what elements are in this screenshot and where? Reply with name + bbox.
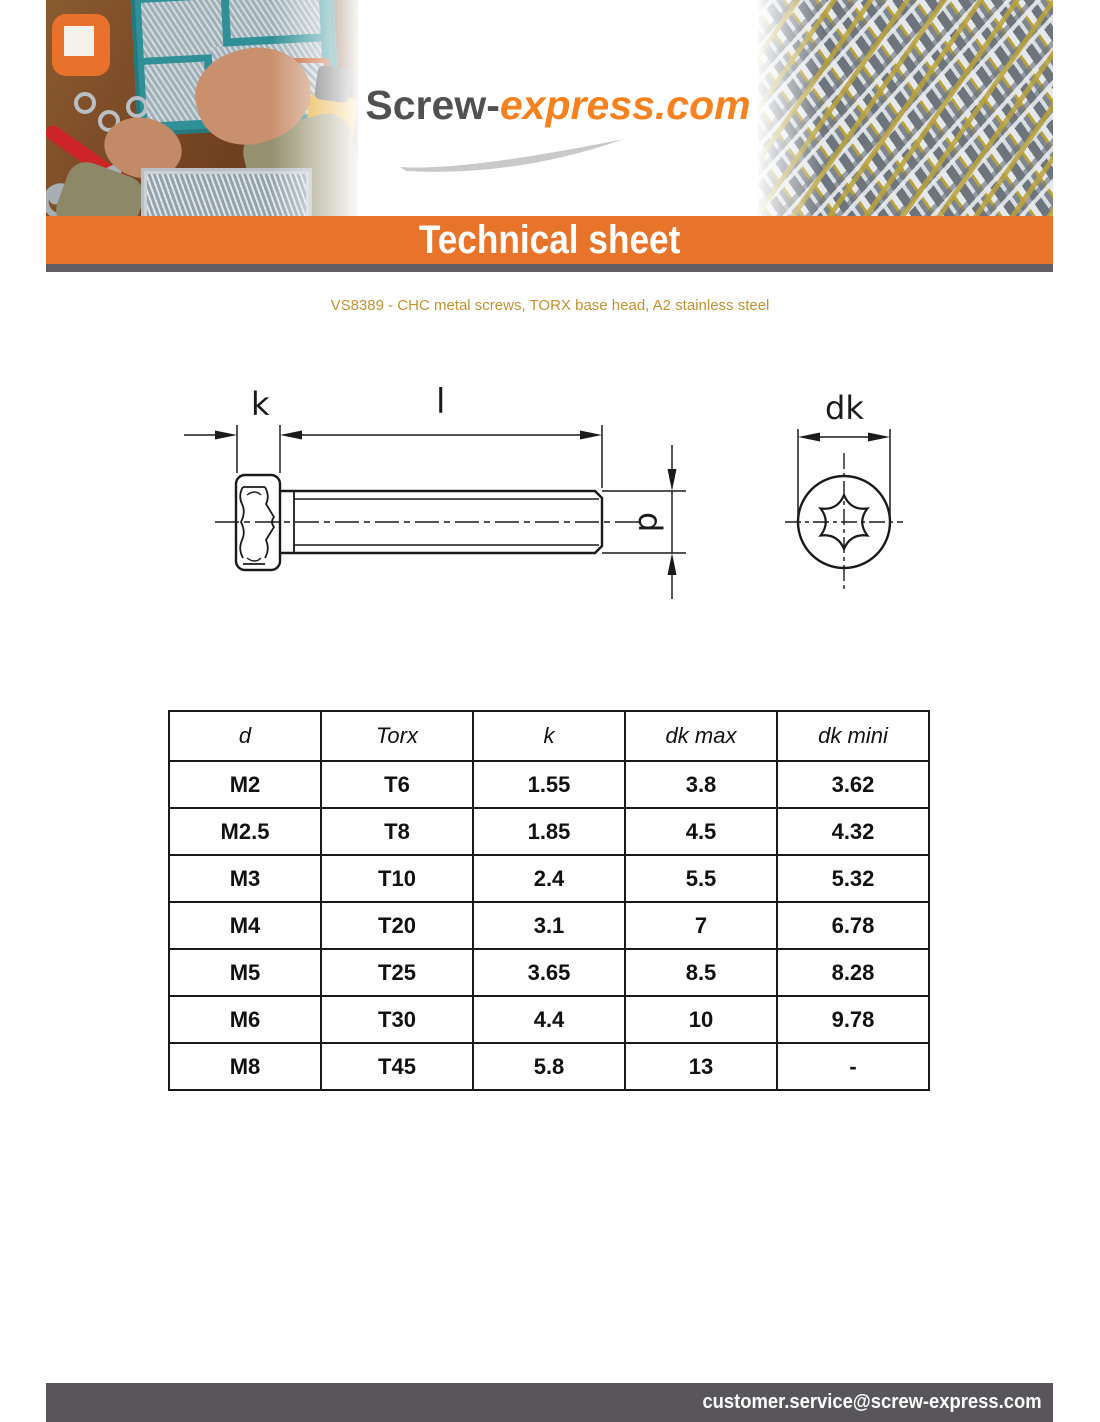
table-row <box>169 949 929 996</box>
table-cell: M4 <box>169 902 321 949</box>
table-cell: 3.65 <box>473 949 625 996</box>
logo-swoosh <box>396 133 636 173</box>
footer-email-link[interactable]: customer.service@screw-express.com <box>702 1391 1042 1413</box>
column-header: dk mini <box>777 711 929 761</box>
table-cell: 8.28 <box>777 949 929 996</box>
table-cell: 9.78 <box>777 996 929 1043</box>
spec-table <box>168 710 930 1091</box>
table-cell: M2 <box>169 761 321 808</box>
dim-label-l: l <box>436 383 446 422</box>
table-cell: 6.78 <box>777 902 929 949</box>
brand-logo <box>358 0 758 217</box>
table-cell: 1.85 <box>473 808 625 855</box>
table-cell: 4.5 <box>625 808 777 855</box>
table-cell: 4.4 <box>473 996 625 1043</box>
header-photo-screws <box>758 0 1053 217</box>
table-cell: T20 <box>321 902 473 949</box>
table-row <box>169 855 929 902</box>
table-cell: M8 <box>169 1043 321 1090</box>
table-cell: 3.1 <box>473 902 625 949</box>
table-cell: 7 <box>625 902 777 949</box>
divider-strip <box>46 264 1053 272</box>
table-cell: T30 <box>321 996 473 1043</box>
table-cell: T45 <box>321 1043 473 1090</box>
table-cell: 13 <box>625 1043 777 1090</box>
column-header: d <box>169 711 321 761</box>
table-cell: T25 <box>321 949 473 996</box>
title-banner <box>46 216 1053 264</box>
logo-text-express: express.com <box>499 82 751 128</box>
header-photo-workbench <box>46 0 358 217</box>
table-row <box>169 902 929 949</box>
logo-text-screw: Screw- <box>365 82 500 128</box>
table-cell: T8 <box>321 808 473 855</box>
table-body <box>169 761 929 1090</box>
product-subtitle: VS8389 - CHC metal screws, TORX base head, A2 stainless steel <box>330 297 770 314</box>
table-cell: - <box>777 1043 929 1090</box>
table-cell: 5.5 <box>625 855 777 902</box>
table-cell: 1.55 <box>473 761 625 808</box>
table-cell: M2.5 <box>169 808 321 855</box>
table-cell: 5.32 <box>777 855 929 902</box>
table-cell: 4.32 <box>777 808 929 855</box>
table-cell: M5 <box>169 949 321 996</box>
column-header: k <box>473 711 625 761</box>
table-cell: T6 <box>321 761 473 808</box>
screw-technical-drawing <box>170 383 940 623</box>
table-cell: M6 <box>169 996 321 1043</box>
page-title: Technical sheet <box>418 217 681 262</box>
column-header: Torx <box>321 711 473 761</box>
table-cell: 5.8 <box>473 1043 625 1090</box>
table-header-row <box>169 711 929 761</box>
table-row <box>169 761 929 808</box>
table-row <box>169 1043 929 1090</box>
table-cell: 10 <box>625 996 777 1043</box>
table-cell: 8.5 <box>625 949 777 996</box>
table-cell: M3 <box>169 855 321 902</box>
table-cell: 3.8 <box>625 761 777 808</box>
dim-label-d: d <box>631 512 669 533</box>
dim-label-dk: dk <box>825 389 864 427</box>
table-row <box>169 996 929 1043</box>
column-header: dk max <box>625 711 777 761</box>
table-cell: 2.4 <box>473 855 625 902</box>
table-row <box>169 808 929 855</box>
table-cell: T10 <box>321 855 473 902</box>
table-cell: 3.62 <box>777 761 929 808</box>
footer-bar <box>46 1383 1053 1422</box>
dim-label-k: k <box>251 385 270 423</box>
